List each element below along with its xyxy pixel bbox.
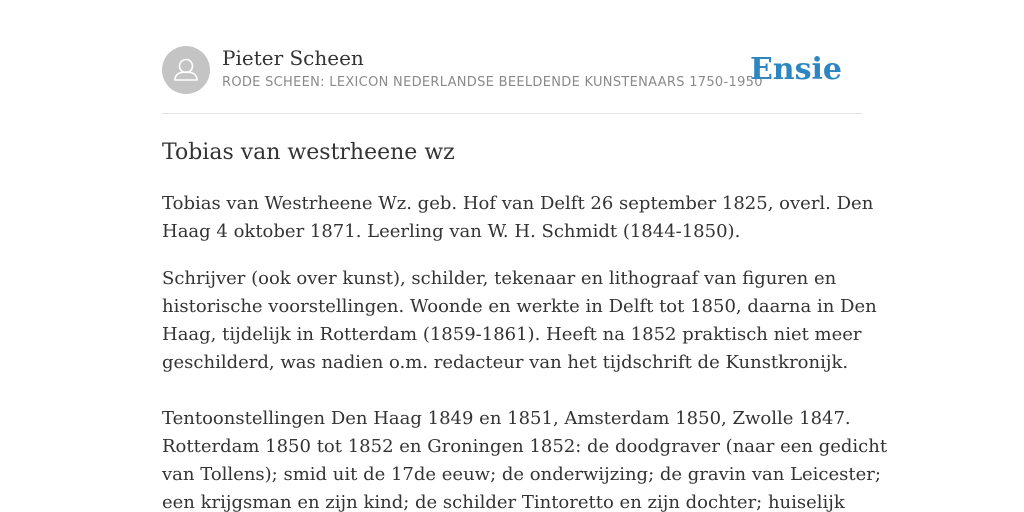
user-icon <box>162 46 210 94</box>
text-line: Rotterdam 1850 tot 1852 en Groningen 1852: de doodgraver (naar een gedicht <box>162 436 888 457</box>
text-line: Haag 4 oktober 1871. Leerling van W. H. Schmidt (1844-1850). <box>162 221 741 242</box>
paragraph-exhibitions <box>162 405 888 512</box>
source-title[interactable]: RODE SCHEEN: LEXICON NEDERLANDSE BEELDENDE KUNSTENAARS 1750-1950 <box>222 75 763 90</box>
text-line: historische voorstellingen. Woonde en werkte in Delft tot 1850, daarna in Den <box>162 296 877 317</box>
page-title: Tobias van westrheene wz <box>162 140 455 165</box>
text-line: Tobias van Westrheene Wz. geb. Hof van Delft 26 september 1825, overl. Den <box>162 193 874 214</box>
text-line: een krijgsman en zijn kind; de schilder Tintoretto en zijn dochter; huiselijk <box>162 492 845 512</box>
header-divider <box>162 113 862 114</box>
text-line: geschilderd, was nadien o.m. redacteur van het tijdschrift de Kunstkronijk. <box>162 352 849 373</box>
article-body <box>162 190 888 512</box>
paragraph-biography <box>162 190 874 246</box>
author-name[interactable]: Pieter Scheen <box>222 46 364 70</box>
text-line: Haag, tijdelijk in Rotterdam (1859-1861). Heeft na 1852 praktisch niet meer <box>162 324 862 345</box>
ensie-logo[interactable]: Ensie <box>749 52 842 87</box>
avatar[interactable] <box>162 46 210 94</box>
article-header <box>162 46 862 96</box>
paragraph-career <box>162 265 877 377</box>
text-line: Schrijver (ook over kunst), schilder, tekenaar en lithograaf van figuren en <box>162 268 837 289</box>
text-line: Tentoonstellingen Den Haag 1849 en 1851, Amsterdam 1850, Zwolle 1847. <box>162 408 851 429</box>
text-line: van Tollens); smid uit de 17de eeuw; de onderwijzing; de gravin van Leicester; <box>162 464 881 485</box>
